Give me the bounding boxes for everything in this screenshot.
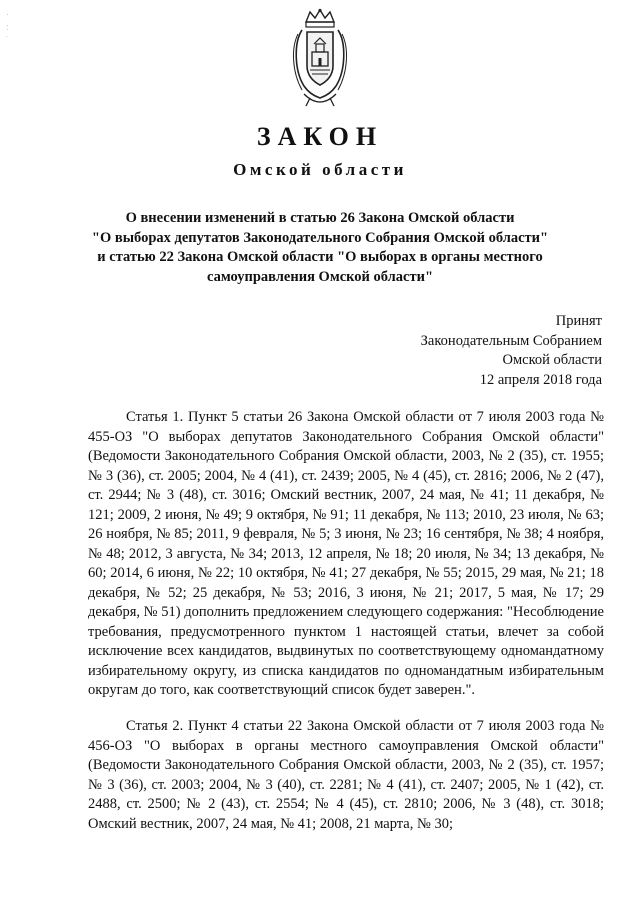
adoption-date: 12 апреля 2018 года — [479, 371, 602, 388]
omsk-coat-of-arms-icon — [290, 8, 350, 108]
subject-line: "О выборах депутатов Законодательного Собрания Омской области" — [91, 229, 549, 246]
subject-line: самоуправления Омской области" — [206, 268, 434, 285]
subject-line: и статью 22 Закона Омской области "О выборах в органы местного — [97, 249, 543, 265]
adoption-line: Омской области — [502, 352, 602, 368]
article-2-paragraph: Статья 2. Пункт 4 статьи 22 Закона Омской области от 7 июля 2003 года № 456-ОЗ "О выборах в органы местного самоуправления Омской области" (Ведомости Законодательного Собрания Омской области, 2003, № 2 (35), ст. 1957; № 3 (36), ст. 2003; 2004, № 3 (40), ст. 2281; № 4 (41), ст. 2407; 2005, № 1 (42), ст. 2488, ст. 2500; № 2 (43), ст. 2554; № 4 (45), ст. 2810; 2006, № 3 (48), ст. 3018; Омский вестник, 2007, 24 мая, № 41; 2008, 21 марта, № 30; — [88, 718, 604, 832]
article-1-paragraph: Статья 1. Пункт 5 статьи 26 Закона Омской области от 7 июля 2003 года № 455-ОЗ "О выборах депутатов Законодательного Собрания Омской области" (Ведомости Законодательного Собрания Омской области, 2003, № 2 (35), ст. 1955; № 3 (36), ст. 2005; 2004, № 4 (41), ст. 2439; 2005, № 4 (45), ст. 2816; 2006, № 2 (47), ст. 2944; № 3 (48), ст. 3016; Омский вестник, 2007, 24 мая, № 41; 11 декабря, № 121; 2009, 2 июня, № 49; 9 октября, № 91; 11 декабря, № 113; 2010, 23 июля, № 63; 26 ноября, № 85; 2011, 9 февраля, № 5; 3 июня, № 23; 16 сентября, № 38; 4 ноября, № 48; 2012, 3 августа, № 34; 2013, 12 апреля, № 18; 20 июля, № 34; 13 декабря, № 60; 2014, 6 июня, № 22; 10 октября, № 41; 27 декабря, № 55; 2015, 29 мая, № 21; 18 декабря, № 52; 25 декабря, № 53; 2016, 3 июня, № 21; 2017, 5 мая, № 17; 29 декабря, № 51) дополнить предложением следующего содержания: "Несоблюдение требования, предусмотренного пунктом 1 настоящей статьи, влечет за собой исключение всех кандидатов, выдвинутых по соответствующему одномандатному избирательному округу, из списка кандидатов по одномандатным избирательным округам до того, как соответствующий список будет заверен.". — [88, 409, 604, 698]
adoption-line: Принят — [555, 313, 602, 329]
corner-scan-marks: · : ˙ — [6, 9, 9, 45]
law-title: ЗАКОН — [256, 122, 384, 151]
adoption-line: Законодательным Собранием — [420, 332, 602, 349]
adoption-block — [421, 312, 602, 390]
region-name: Омской области — [233, 160, 407, 179]
subject-line: О внесении изменений в статью 26 Закона Омской области — [125, 210, 515, 226]
law-subject — [80, 209, 560, 287]
